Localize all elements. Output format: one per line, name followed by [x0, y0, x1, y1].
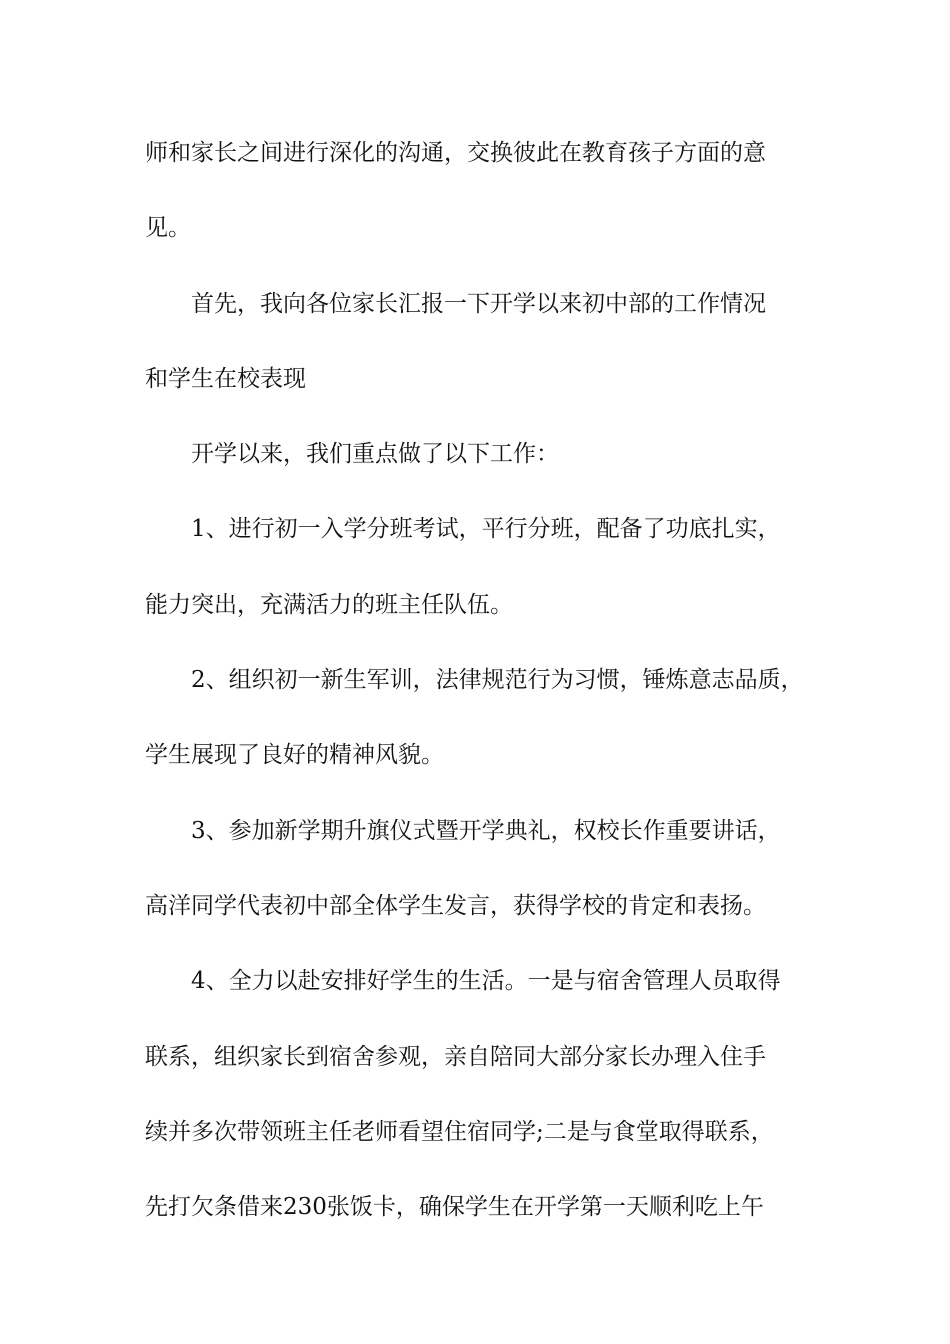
text-line: 高洋同学代表初中部全体学生发言，获得学校的肯定和表扬。: [145, 892, 766, 919]
text-line: 和学生在校表现: [145, 365, 306, 392]
document-body: [145, 130, 805, 1259]
text-line: 能力突出，充满活力的班主任队伍。: [145, 591, 513, 618]
text-line: 见。: [145, 215, 191, 242]
text-line: 开学以来，我们重点做了以下工作：: [191, 441, 559, 468]
text-line: 2、组织初一新生军训，法律规范行为习惯，锤炼意志品质，: [191, 667, 804, 694]
text-line: 4、全力以赴安排好学生的生活。一是与宿舍管理人员取得: [191, 968, 781, 995]
text-line: 1、进行初一入学分班考试，平行分班，配备了功底扎实，: [191, 516, 781, 543]
text-line: 先打欠条借来230张饭卡，确保学生在开学第一天顺利吃上午: [145, 1194, 764, 1221]
text-line: 联系，组织家长到宿舍参观，亲自陪同大部分家长办理入住手: [145, 1043, 766, 1070]
text-line: 学生展现了良好的精神风貌。: [145, 742, 444, 769]
text-line: 3、参加新学期升旗仪式暨开学典礼，权校长作重要讲话，: [191, 817, 781, 844]
text-line: 续并多次带领班主任老师看望住宿同学;二是与食堂取得联系，: [145, 1118, 774, 1145]
text-line: 师和家长之间进行深化的沟通，交换彼此在教育孩子方面的意: [145, 140, 766, 166]
text-line: 首先，我向各位家长汇报一下开学以来初中部的工作情况: [191, 290, 766, 317]
